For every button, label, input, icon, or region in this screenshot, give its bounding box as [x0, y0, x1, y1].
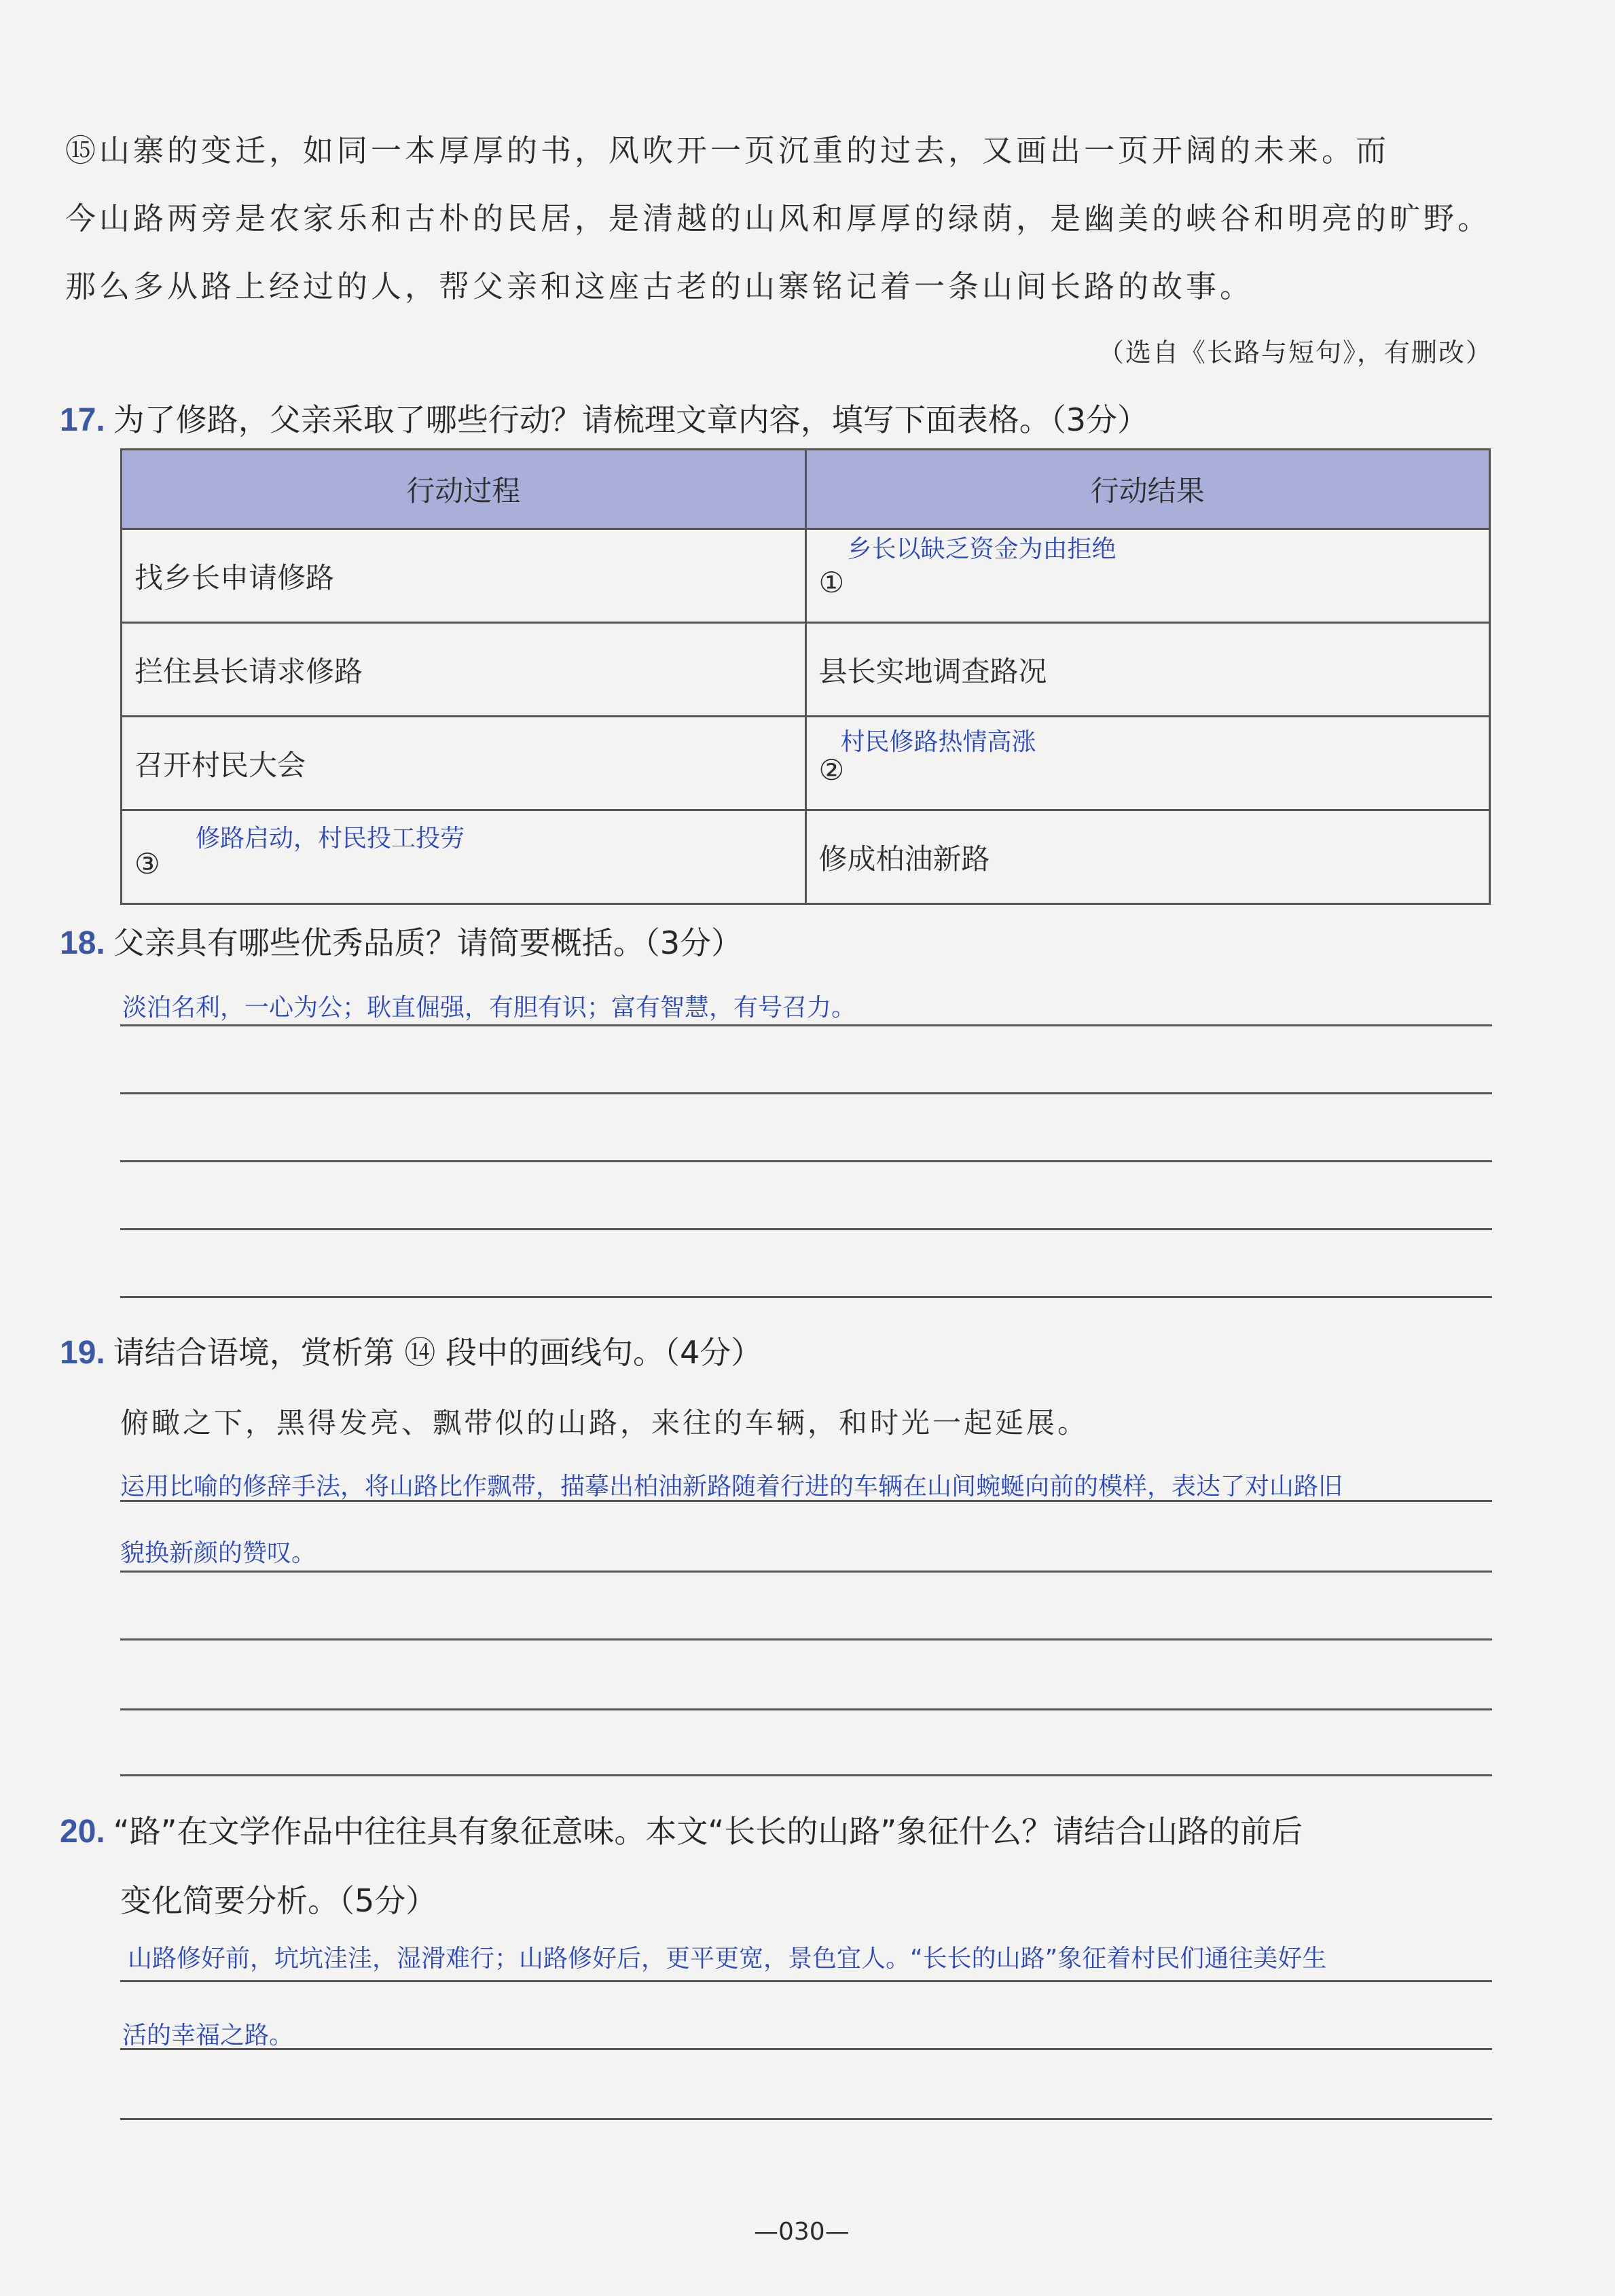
result-text: 县长实地调查路况: [818, 654, 1047, 688]
handwritten-answer: 乡长以缺乏资金为由拒绝: [847, 535, 1117, 563]
result-text: ②: [818, 753, 845, 787]
question-number: 18.: [60, 925, 105, 961]
question-19: [60, 1328, 762, 1373]
answer-line: [120, 2048, 1492, 2050]
process-text: 拦住县长请求修路: [134, 654, 363, 688]
answer-line: [120, 1092, 1492, 1094]
question-text: 父亲具有哪些优秀品质？请简要概括。（3分）: [113, 925, 743, 961]
result-cell: [805, 810, 1490, 904]
process-cell: [122, 717, 806, 810]
answer-line: [120, 1296, 1492, 1298]
process-cell: [122, 810, 806, 904]
process-text: 找乡长申请修路: [134, 560, 335, 594]
answer-18: 淡泊名利，一心为公；耿直倔强，有胆有识；富有智慧，有号召力。: [122, 994, 856, 1022]
table-row: [122, 623, 1490, 717]
passage-line: 今山路两旁是农家乐和古朴的民居，是清越的山风和厚厚的绿荫，是幽美的峡谷和明亮的旷野。: [65, 200, 1492, 236]
result-text: ①: [818, 566, 845, 599]
answer-line: [120, 1500, 1492, 1502]
table-row: [122, 717, 1490, 810]
handwritten-answer: 修路启动，村民投工投劳: [196, 825, 465, 853]
result-cell: [805, 717, 1490, 810]
answer-20-line-2: 活的幸福之路。: [122, 2022, 294, 2049]
question-number: 19.: [60, 1335, 105, 1371]
answer-19-line-2: 貌换新颜的赞叹。: [120, 1539, 316, 1567]
answer-line: [120, 1228, 1492, 1230]
process-text: ③: [134, 847, 160, 880]
question-number: 17.: [60, 402, 105, 438]
question-20: [60, 1807, 1303, 1852]
result-cell: [805, 529, 1490, 623]
question-text: 请结合语境，赏析第 ⑭ 段中的画线句。（4分）: [113, 1334, 763, 1371]
table-row: [122, 810, 1490, 904]
underlined-sentence: 俯瞰之下，黑得发亮、飘带似的山路，来往的车辆，和时光一起延展。: [120, 1406, 1089, 1439]
answer-line: [120, 1980, 1492, 1982]
answer-20-line-1: 山路修好前，坑坑洼洼，湿滑难行；山路修好后，更平更宽，景色宜人。“长长的山路”象征着村民们通往美好生: [128, 1945, 1327, 1973]
answer-line: [120, 2118, 1492, 2120]
answer-19-line-1: 运用比喻的修辞手法，将山路比作飘带，描摹出柏油新路随着行进的车辆在山间蜿蜒向前的模样，表达了对山路旧: [120, 1473, 1343, 1501]
handwritten-answer: 村民修路热情高涨: [840, 728, 1036, 756]
header-result: 行动结果: [805, 450, 1490, 529]
result-text: 修成柏油新路: [818, 842, 990, 876]
answer-line: [120, 1160, 1492, 1162]
process-cell: [122, 623, 806, 717]
passage-line: ⑮山寨的变迁，如同一本厚厚的书，风吹开一页沉重的过去，又画出一页开阔的未来。而: [65, 132, 1390, 168]
table-header-row: [122, 450, 1490, 529]
table-row: [122, 529, 1490, 623]
process-cell: [122, 529, 806, 623]
answer-line: [120, 1571, 1492, 1573]
question-text: “路”在文学作品中往往具有象征意味。本文“长长的山路”象征什么？请结合山路的前后: [113, 1813, 1303, 1850]
header-process: 行动过程: [122, 450, 806, 529]
answer-line: [120, 1024, 1492, 1026]
question-18: [60, 918, 742, 963]
process-text: 召开村民大会: [134, 748, 306, 782]
actions-table: [120, 448, 1491, 905]
answer-line: [120, 1638, 1492, 1640]
question-17: [60, 395, 1148, 440]
page-number: —030—: [754, 2218, 850, 2246]
answer-line: [120, 1774, 1492, 1776]
passage: [65, 117, 1491, 321]
answer-line: [120, 1708, 1492, 1710]
passage-source: （选自《长路与短句》，有删改）: [1097, 338, 1493, 367]
question-text: 为了修路，父亲采取了哪些行动？请梳理文章内容，填写下面表格。（3分）: [113, 401, 1149, 438]
passage-line: 那么多从路上经过的人，帮父亲和这座古老的山寨铭记着一条山间长路的故事。: [65, 268, 1254, 304]
question-20-continued: 变化简要分析。（5分）: [120, 1882, 437, 1919]
result-cell: [805, 623, 1490, 717]
question-number: 20.: [60, 1814, 105, 1850]
